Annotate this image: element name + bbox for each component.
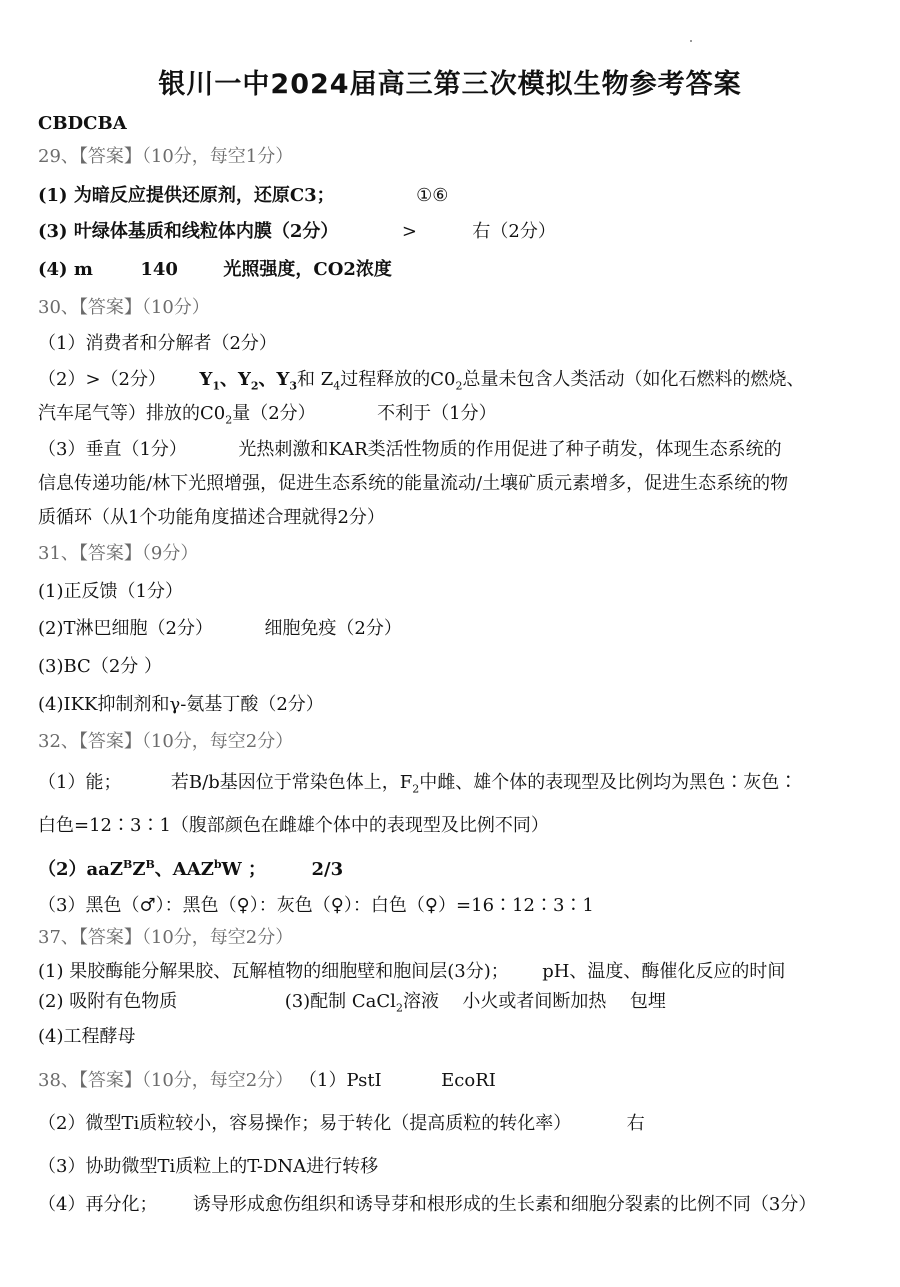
- q38-1-b: EcoRI: [441, 1070, 496, 1091]
- q29-3-answer: (3) 叶绿体基质和线粒体内膜（2分）: [38, 221, 339, 242]
- q30-2-and: 和 $Z_4$: [297, 369, 341, 393]
- q32-2-ratio: 2/3: [311, 859, 344, 880]
- q32-line-3: [38, 853, 868, 887]
- q31-line-3: (3)BC（2分 ）: [38, 656, 163, 677]
- q29-3-direction: 右（2分）: [472, 221, 556, 242]
- q32-line-4: （3）黑色（♂）：黑色（♀）：灰色（♀）：白色（♀）=16∶12∶3∶1: [38, 895, 594, 916]
- q31-line-1: (1)正反馈（1分）: [38, 581, 183, 602]
- q29-1-answer: (1) 为暗反应提供还原剂，还原C3；: [38, 185, 335, 206]
- q38-2-a: （2）微型Ti质粒较小，容易操作；易于转化（提高质粒的转化率）: [38, 1113, 572, 1134]
- q38-header: 38、【答案】（10分，每空2分）: [38, 1070, 294, 1091]
- q38-line-3: （3）协助微型Ti质粒上的T-DNA进行转移: [38, 1156, 379, 1177]
- multiple-choice-answers: CBDCBA: [38, 113, 127, 134]
- q30-header: 30、【答案】（10分）: [38, 297, 210, 318]
- q30-3-a: （3）垂直（1分）: [38, 439, 187, 460]
- page-title: 银川一中2024届高三第三次模拟生物参考答案: [158, 69, 742, 100]
- q30-line-3: [38, 397, 868, 431]
- q30-line-4: [38, 433, 868, 467]
- q37-line-3: (4)工程酵母: [38, 1026, 136, 1047]
- q30-line-2: [38, 363, 868, 397]
- q31-line-4: (4)IKK抑制剂和γ-氨基丁酸（2分）: [38, 694, 324, 715]
- q30-2-c: 汽车尾气等）排放的$C0_2$量（2分）: [38, 403, 316, 427]
- q29-4-c: 光照强度，CO2浓度: [223, 259, 392, 280]
- q32-header: 32、【答案】（10分，每空2分）: [38, 731, 294, 752]
- q30-2-d: 不利于（1分）: [377, 403, 497, 424]
- q30-line-1: （1）消费者和分解者（2分）: [38, 333, 277, 354]
- q38-2-b: 右: [626, 1113, 645, 1134]
- q37-line-2: [38, 985, 868, 1019]
- q30-line-6: 质循环（从1个功能角度描述合理就得2分）: [38, 507, 385, 528]
- q37-1-b: pH、温度、酶催化反应的时间: [542, 961, 786, 982]
- q38-1-a: （1）PstI: [299, 1070, 382, 1091]
- q38-4-b: 诱导形成愈伤组织和诱导芽和根形成的生长素和细胞分裂素的比例不同（3分）: [192, 1194, 817, 1215]
- q30-line-5: 信息传递功能/林下光照增强，促进生态系统的能量流动/土壤矿质元素增多，促进生态系统的物: [38, 473, 789, 494]
- scan-speck: [690, 40, 692, 42]
- q38-4-a: （4）再分化；: [38, 1194, 158, 1215]
- q30-3-b: 光热刺激和KAR类活性物质的作用促进了种子萌发，体现生态系统的: [238, 439, 782, 460]
- q32-1-a: （1）能；: [38, 772, 122, 793]
- q29-3-compare: >: [401, 221, 417, 242]
- q32-1-b: 若B/b基因位于常染色体上，$F_2$中雌、雄个体的表现型及比例均为黑色∶灰色∶: [170, 772, 798, 796]
- q32-line-2: 白色=12∶3∶1（腹部颜色在雌雄个体中的表现型及比例不同）: [38, 815, 549, 836]
- q37-header: 37、【答案】（10分，每空2分）: [38, 927, 294, 948]
- q38-line-2: [38, 1107, 868, 1141]
- q37-3-a: (3)配制 CaCl$_2$溶液: [284, 991, 439, 1015]
- q30-2-formula: $Y_1$、$Y_2$、$Y_3$: [199, 369, 298, 393]
- q37-3-c: 包埋: [629, 991, 666, 1012]
- q37-line-1: [38, 955, 868, 989]
- q29-line-3: [38, 253, 868, 287]
- q29-line-2: [38, 215, 868, 249]
- q30-2-b: 过程释放的$C0_2$总量未包含人类活动（如化石燃料的燃烧、: [340, 369, 805, 393]
- q37-1-a: (1) 果胶酶能分解果胶、瓦解植物的细胞壁和胞间层(3分)；: [38, 961, 509, 982]
- q29-line-1: [38, 179, 868, 213]
- q32-line-1: [38, 766, 868, 800]
- q37-2: (2) 吸附有色物质: [38, 991, 178, 1012]
- q29-4-a: (4) m: [38, 259, 93, 280]
- q31-2-b: 细胞免疫（2分）: [264, 618, 402, 639]
- q29-4-b: 140: [140, 259, 178, 280]
- q31-line-2: [38, 612, 868, 646]
- q38-line-header: [38, 1064, 868, 1098]
- q31-header: 31、【答案】（9分）: [38, 543, 199, 564]
- q32-2-genotypes: $(2)aaZ^BZ^B$、AAZ$^b$W ；: [38, 858, 267, 880]
- q29-1-numbers: ①⑥: [416, 185, 449, 206]
- q37-3-b: 小火或者间断加热: [462, 991, 607, 1012]
- q38-line-4: [38, 1188, 868, 1222]
- q30-2-a: （2）>（2分）: [38, 369, 166, 390]
- q29-header: 29、【答案】（10分，每空1分）: [38, 146, 294, 167]
- q31-2-a: (2)T淋巴细胞（2分）: [38, 618, 213, 639]
